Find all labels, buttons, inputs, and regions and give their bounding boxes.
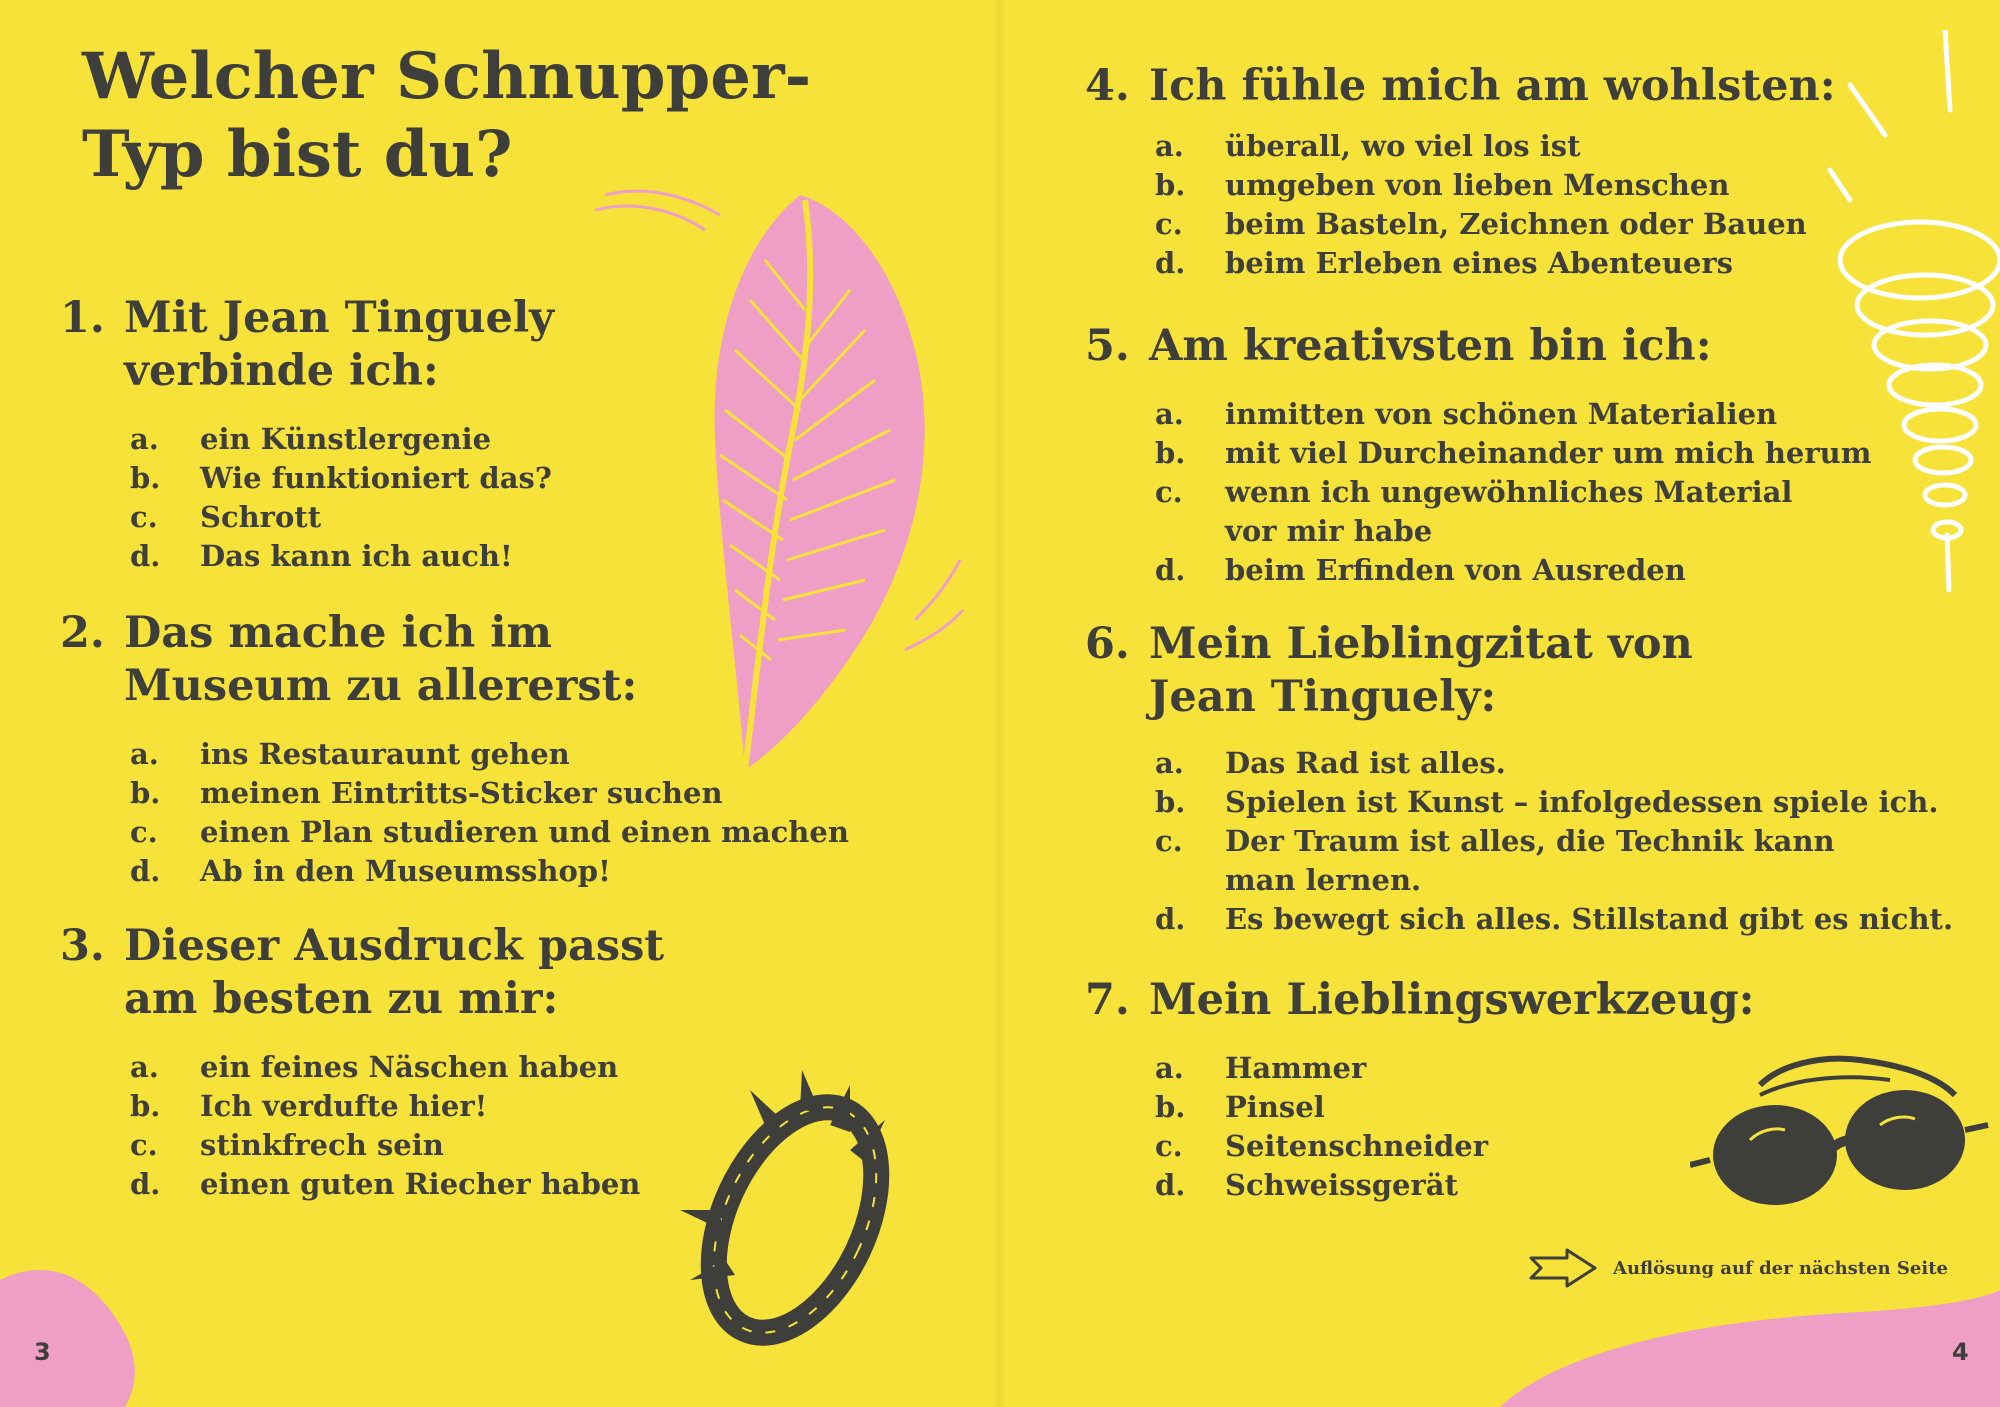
next-page-hint <box>1527 1246 1948 1290</box>
answer-option <box>130 813 849 852</box>
answer-option <box>1155 744 1953 783</box>
title-line-2: Typ bist du? <box>82 117 513 192</box>
answer-text: Hammer <box>1225 1051 1367 1085</box>
answer-option <box>1155 434 1871 473</box>
answer-letter: c. <box>1155 824 1183 858</box>
answer-option <box>130 1087 664 1126</box>
answer-option <box>1155 1049 1755 1088</box>
answer-text: Pinsel <box>1225 1090 1325 1124</box>
answer-text: einen guten Riecher haben <box>200 1167 641 1201</box>
question-number: 4. <box>1085 61 1130 111</box>
answer-text: Es bewegt sich alles. Stillstand gibt es nicht. <box>1225 902 1954 936</box>
question-number: 6. <box>1085 619 1130 669</box>
question-6 <box>1085 618 1953 939</box>
question-text-line: Dieser Ausdruck passt <box>124 921 665 971</box>
question-heading <box>1085 60 1836 113</box>
answer-letter: b. <box>1155 436 1186 470</box>
answer-option <box>1155 1166 1755 1205</box>
answer-text: beim Erfinden von Ausreden <box>1225 553 1686 587</box>
question-heading <box>60 292 554 398</box>
answer-letter: b. <box>1155 785 1186 819</box>
answer-option <box>130 420 554 459</box>
answer-letter: d. <box>1155 1168 1186 1202</box>
answer-option <box>130 774 849 813</box>
answer-option <box>1155 1088 1755 1127</box>
answer-letter: b. <box>130 461 161 495</box>
question-heading <box>60 920 664 1026</box>
question-number: 7. <box>1085 975 1130 1025</box>
question-1 <box>60 292 554 576</box>
question-3 <box>60 920 664 1204</box>
answer-list <box>130 735 849 891</box>
answer-text: ein feines Näschen haben <box>200 1050 619 1084</box>
answer-text: Das kann ich auch! <box>200 539 513 573</box>
answer-option <box>130 852 849 891</box>
answer-text: umgeben von lieben Menschen <box>1225 168 1730 202</box>
answer-option <box>1155 822 1953 900</box>
answer-option <box>1155 473 1871 551</box>
answer-text <box>1225 822 1835 900</box>
answer-option <box>130 498 554 537</box>
answer-option <box>1155 166 1836 205</box>
answer-option <box>130 459 554 498</box>
question-text-line: Mein Lieblingswerkzeug: <box>1149 975 1755 1025</box>
question-number: 2. <box>60 608 105 658</box>
question-text-line: Jean Tinguely: <box>1149 672 1497 722</box>
answer-letter: a. <box>1155 1051 1184 1085</box>
answer-option <box>1155 551 1871 590</box>
answer-text: ins Restauraunt gehen <box>200 737 570 771</box>
question-text <box>124 920 664 1026</box>
answer-text: Wie funktioniert das? <box>200 461 552 495</box>
answer-list <box>1155 1049 1755 1205</box>
answer-letter: b. <box>1155 168 1186 202</box>
answer-text: Spielen ist Kunst – infolgedessen spiele ich. <box>1225 785 1939 819</box>
question-heading <box>60 607 849 713</box>
answer-option <box>130 735 849 774</box>
answer-text-line: wenn ich ungewöhnliches Material <box>1225 475 1793 509</box>
answer-option <box>130 1126 664 1165</box>
question-number: 5. <box>1085 321 1130 371</box>
answer-option <box>130 1165 664 1204</box>
answer-option <box>1155 244 1836 283</box>
question-7 <box>1085 974 1755 1205</box>
answer-list <box>130 1048 664 1204</box>
question-number: 1. <box>60 293 105 343</box>
question-text-line: verbinde ich: <box>124 346 439 396</box>
answer-option <box>1155 1127 1755 1166</box>
answer-text: inmitten von schönen Materialien <box>1225 397 1778 431</box>
answer-text-line: man lernen. <box>1225 863 1422 897</box>
title-line-1: Welcher Schnupper- <box>82 39 812 114</box>
answer-text: Ab in den Museumsshop! <box>200 854 611 888</box>
question-text <box>124 607 637 713</box>
question-2 <box>60 607 849 891</box>
answer-letter: a. <box>130 737 159 771</box>
question-text-line: Ich fühle mich am wohlsten: <box>1149 61 1836 111</box>
question-text <box>1149 320 1712 373</box>
question-text-line: Das mache ich im <box>124 608 553 658</box>
question-text-line: Am kreativsten bin ich: <box>1149 321 1712 371</box>
answer-option <box>1155 783 1953 822</box>
answer-letter: d. <box>1155 246 1186 280</box>
spiked-collar-icon <box>680 1070 910 1350</box>
answer-text-line: Der Traum ist alles, die Technik kann <box>1225 824 1835 858</box>
answer-text: überall, wo viel los ist <box>1225 129 1581 163</box>
answer-option <box>1155 205 1836 244</box>
answer-letter: a. <box>130 1050 159 1084</box>
answer-letter: a. <box>1155 746 1184 780</box>
answer-list <box>130 420 554 576</box>
answer-letter: b. <box>1155 1090 1186 1124</box>
answer-text: beim Basteln, Zeichnen oder Bauen <box>1225 207 1807 241</box>
hint-text: Auflösung auf der nächsten Seite <box>1613 1257 1948 1279</box>
answer-list <box>1155 127 1836 283</box>
arrow-right-icon <box>1527 1246 1599 1290</box>
answer-letter: a. <box>1155 397 1184 431</box>
answer-text <box>1225 473 1792 551</box>
answer-letter: c. <box>130 1128 158 1162</box>
answer-letter: c. <box>1155 207 1183 241</box>
answer-text: Schrott <box>200 500 322 534</box>
page-number-left: 3 <box>34 1338 51 1366</box>
answer-letter: d. <box>130 1167 161 1201</box>
answer-option <box>130 537 554 576</box>
answer-letter: d. <box>130 539 161 573</box>
answer-text: Seitenschneider <box>1225 1129 1488 1163</box>
question-text-line: Mit Jean Tinguely <box>124 293 555 343</box>
question-text <box>1149 60 1836 113</box>
answer-list <box>1155 395 1871 590</box>
answer-letter: c. <box>1155 1129 1183 1163</box>
answer-option <box>1155 900 1953 939</box>
answer-letter: d. <box>130 854 161 888</box>
question-text <box>124 292 554 398</box>
answer-text: einen Plan studieren und einen machen <box>200 815 849 849</box>
answer-text: meinen Eintritts-Sticker suchen <box>200 776 723 810</box>
answer-letter: c. <box>130 815 158 849</box>
question-text-line: Museum zu allererst: <box>124 661 638 711</box>
question-number: 3. <box>60 921 105 971</box>
question-text <box>1149 974 1755 1027</box>
answer-letter: d. <box>1155 902 1186 936</box>
answer-text: Ich verdufte hier! <box>200 1089 488 1123</box>
answer-option <box>1155 395 1871 434</box>
question-text-line: Mein Lieblingzitat von <box>1149 619 1693 669</box>
answer-list <box>1155 744 1953 939</box>
answer-letter: a. <box>130 422 159 456</box>
question-text <box>1149 618 1693 724</box>
answer-letter: b. <box>130 776 161 810</box>
answer-letter: a. <box>1155 129 1184 163</box>
answer-text: ein Künstlergenie <box>200 422 492 456</box>
question-5 <box>1085 320 1871 590</box>
question-heading <box>1085 974 1755 1027</box>
question-text-line: am besten zu mir: <box>124 974 559 1024</box>
answer-letter: c. <box>130 500 158 534</box>
page-left <box>0 0 995 1407</box>
page-right <box>1005 0 2000 1407</box>
answer-letter: c. <box>1155 475 1183 509</box>
answer-text: stinkfrech sein <box>200 1128 444 1162</box>
page-title <box>82 38 882 194</box>
answer-text: mit viel Durcheinander um mich herum <box>1225 436 1872 470</box>
question-4 <box>1085 60 1836 283</box>
answer-text-line: vor mir habe <box>1225 514 1433 548</box>
answer-letter: d. <box>1155 553 1186 587</box>
answer-text: Das Rad ist alles. <box>1225 746 1506 780</box>
question-heading <box>1085 618 1953 724</box>
answer-text: Schweissgerät <box>1225 1168 1458 1202</box>
answer-option <box>1155 127 1836 166</box>
answer-option <box>130 1048 664 1087</box>
question-heading <box>1085 320 1871 373</box>
page-number-right: 4 <box>1952 1338 1969 1366</box>
answer-letter: b. <box>130 1089 161 1123</box>
answer-text: beim Erleben eines Abenteuers <box>1225 246 1734 280</box>
